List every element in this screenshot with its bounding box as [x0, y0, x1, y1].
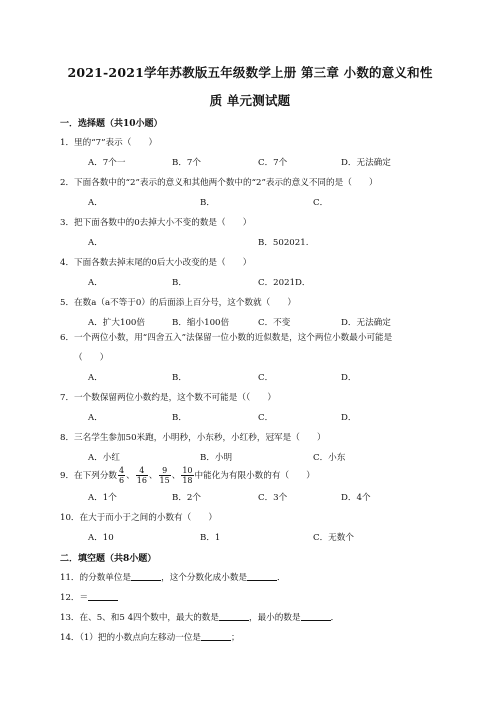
section-choice-heading: 一．选择题（共10小题） [60, 119, 163, 129]
q9-prefix: 9．在下列分数 [60, 471, 118, 481]
answer-blank[interactable] [247, 572, 277, 581]
q11-text-3: ． [277, 573, 286, 583]
q3-option-a: A． [88, 238, 103, 248]
q10-option-c: C．无数个 [313, 533, 354, 543]
question-11 [60, 571, 286, 583]
q9-separator: 、 [171, 471, 181, 481]
q6-option-a: A． [88, 373, 103, 383]
q3-option-b: B．502021. [258, 238, 309, 248]
question-2-stem: 2．下面各数中的“2”表示的意义和其他两个数中的“2”表示的意义不同的是（ ） [60, 178, 378, 188]
q1-option-d: D．无法确定 [341, 158, 391, 168]
q4-option-b: B． [172, 278, 187, 288]
answer-blank[interactable] [131, 572, 161, 581]
question-9-stem [60, 466, 315, 485]
q9-option-a: A．1个 [88, 493, 117, 503]
q2-option-b: B． [200, 198, 215, 208]
q8-option-c: C．小东 [313, 453, 346, 463]
q13-text-2: ，最小的数是 [248, 613, 301, 623]
section-fill-heading: 二．填空题（共8小题） [60, 554, 157, 564]
question-6-stem-cont: （ ） [74, 353, 109, 363]
question-5-stem: 5．在数a（a不等于0）的后面添上百分号，这个数就（ ） [60, 298, 297, 308]
q7-option-d: D． [341, 413, 357, 423]
question-13 [60, 611, 339, 623]
q8-option-b: B．小明 [200, 453, 233, 463]
question-10-stem: 10．在大于而小于之间的小数有（ ） [60, 513, 218, 523]
answer-blank[interactable] [219, 612, 249, 621]
doc-title-line1: 2021-2021学年苏教版五年级数学上册 第三章 小数的意义和性 [67, 65, 433, 80]
fraction-4-6: $\frac{4}{6}$ [119, 466, 125, 485]
q9-separator: 、 [126, 471, 135, 481]
q9-option-d: D．4个 [341, 493, 371, 503]
question-12 [60, 591, 118, 603]
q1-option-a: A．7个一 [88, 158, 126, 168]
q7-option-c: C． [258, 413, 274, 423]
q8-option-a: A．小红 [88, 453, 120, 463]
question-3-stem: 3．把下面各数中的0去掉大小不变的数是（ ） [60, 218, 252, 228]
q4-option-c: C．2021D． [258, 278, 311, 288]
q12-text-1: 12．＝ [60, 593, 89, 603]
fraction-10-18: $\frac{10}{18}$ [182, 466, 193, 485]
q7-option-a: A． [88, 413, 103, 423]
q1-option-c: C．7个 [258, 158, 288, 168]
q14-text-2: ； [231, 633, 240, 643]
fraction-9-15: $\frac{9}{15}$ [159, 466, 170, 485]
q10-option-b: B．1 [200, 533, 221, 543]
q5-option-b: B．缩小100倍 [172, 318, 230, 328]
q2-option-a: A． [88, 198, 103, 208]
question-8-stem: 8．三名学生参加50米跑，小明秒，小东秒，小红秒，冠军是（ ） [60, 433, 326, 443]
q7-option-b: B． [172, 413, 187, 423]
q9-suffix: 中能化为有限小数的有（ ） [194, 471, 315, 481]
q5-option-c: C．不变 [258, 318, 291, 328]
question-6-stem: 6．一个两位小数，用“四舍五入”法保留一位小数的近似数是，这个两位小数最小可能是 [60, 333, 393, 343]
question-7-stem: 7．一个数保留两位小数约是，这个数不可能是（（ ） [60, 393, 277, 403]
answer-blank[interactable] [301, 612, 331, 621]
fraction-4-16: $\frac{4}{16}$ [136, 466, 147, 485]
q13-text-1: 13．在、5、和5 4四个数中，最大的数是 [60, 613, 219, 623]
q11-text-1: 11．的分数单位是 [60, 573, 132, 583]
q9-option-b: B．2个 [172, 493, 201, 503]
q13-text-3: ． [330, 613, 340, 623]
q10-option-a: A．10 [88, 533, 114, 543]
answer-blank[interactable] [201, 632, 231, 641]
q6-option-c: C． [258, 373, 274, 383]
question-1-stem: 1．里的“7”表示（ ） [60, 138, 158, 148]
q9-option-c: C．3个 [258, 493, 288, 503]
q4-option-a: A． [88, 278, 103, 288]
q2-option-c: C． [313, 198, 329, 208]
q9-separator: 、 [148, 471, 158, 481]
q5-option-d: D．无法确定 [341, 318, 391, 328]
question-14 [60, 631, 240, 643]
q5-option-a: A．扩大100倍 [88, 318, 145, 328]
q1-option-b: B．7个 [172, 158, 201, 168]
answer-blank[interactable] [88, 592, 118, 601]
q14-text-1: 14．（1）把的小数点向左移动一位是 [60, 633, 202, 643]
q6-option-d: D． [341, 373, 357, 383]
q11-text-2: ，这个分数化成小数是 [161, 573, 248, 583]
doc-title-line2: 质 单元测试题 [209, 93, 291, 108]
q6-option-b: B． [172, 373, 187, 383]
question-4-stem: 4．下面各数去掉末尾的0后大小改变的是（ ） [60, 258, 252, 268]
